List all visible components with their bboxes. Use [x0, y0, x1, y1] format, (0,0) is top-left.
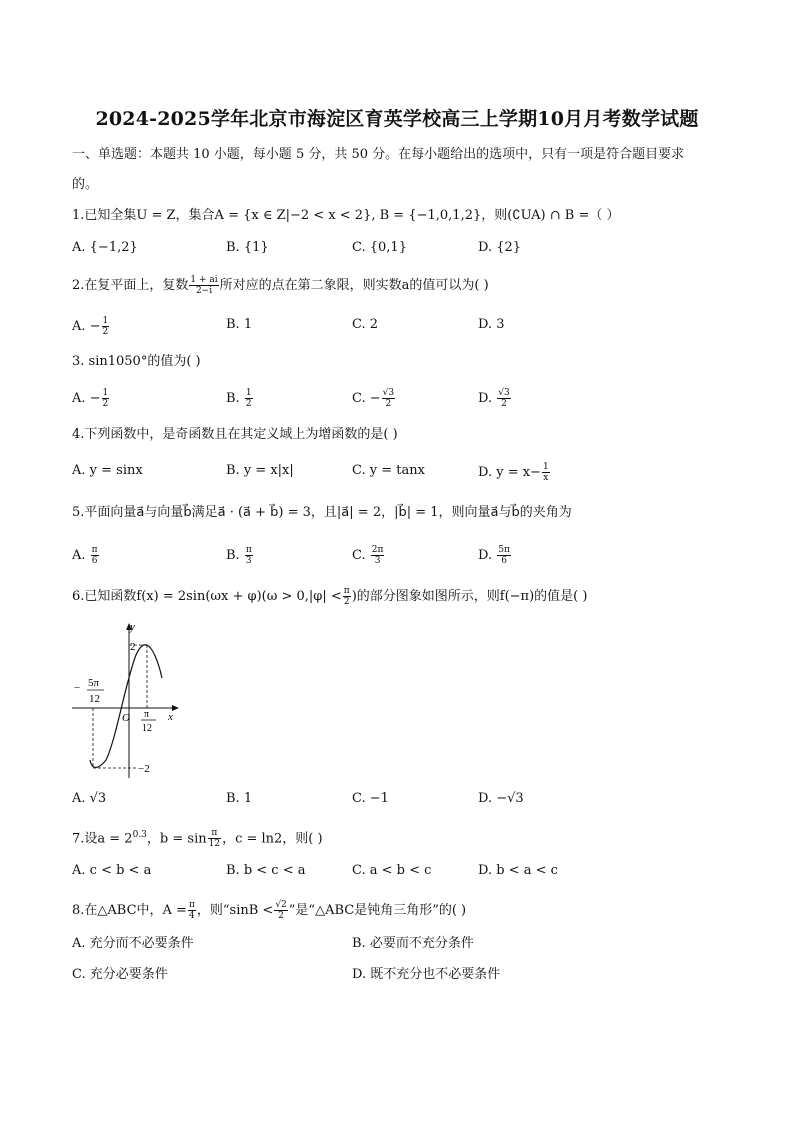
question-6-graph — [72, 620, 182, 780]
question-6-stem: 6.已知函数f(x) = 2sin(ωx + φ)(ω > 0,|φ| < $\frac{\pi}{2}$ )的部分图象如图所示，则f(−π)的值是( ) — [72, 586, 588, 607]
question-3-option-a: A. − $\frac{1}{2}$ — [72, 388, 109, 409]
question-8-option-b: B. 必要而不充分条件 — [352, 936, 474, 951]
question-5-stem: 5.平面向量a⃗与向量b⃗满足a⃗ · (a⃗ + b⃗) = 3，且|a⃗| = 2，|b⃗| = 1，则向量a⃗与b⃗的夹角为 — [72, 505, 572, 520]
question-3-option-c: C. − $\frac{√3}{2}$ — [352, 388, 395, 409]
section-header: 一、单选题：本题共 10 小题，每小题 5 分，共 50 分。在每小题给出的选项中，只有一项是符合题目要求 — [72, 147, 685, 162]
graph-x-label: x — [168, 711, 173, 723]
question-5-option-a: A. $\frac{\pi}{6}$ — [72, 545, 98, 566]
question-8-stem: 8.在△ABC中，A = $\frac{\pi}{4}$ ，则“sinB < $\frac{√2}{2}$ ”是“△ABC是钝角三角形”的( ) — [72, 900, 467, 921]
question-8-option-a: A. 充分而不必要条件 — [72, 936, 194, 951]
question-3-stem: 3. sin1050°的值为( ) — [72, 354, 201, 369]
question-4-option-c: C. y = tanx — [352, 463, 425, 478]
graph-left-den: 12 — [89, 693, 100, 705]
question-1-option-c: C. {0,1} — [352, 240, 407, 255]
question-2-option-d: D. 3 — [478, 317, 505, 332]
question-4-stem: 4.下列函数中，是奇函数且在其定义域上为增函数的是( ) — [72, 427, 398, 442]
question-1-stem: 1.已知全集U = Z，集合A = {x ∈ Z|−2 < x < 2}, B = {−1,0,1,2}，则(∁UA) ∩ B =（ ） — [72, 208, 620, 223]
question-7-stem: 7.设$a = 2^{0.3}$，b = sin $\frac{\pi}{12}$ ，c = ln2，则( ) — [72, 828, 323, 850]
graph-right-den: 12 — [142, 723, 152, 734]
question-2-stem: 2.在复平面上，复数 $\frac{1 + ai}{2-i}$ 所对应的点在第二象限，则实数a的值可以为( ) — [72, 275, 489, 296]
graph-left-num: 5π — [88, 677, 100, 689]
question-3-option-d: D. $\frac{√3}{2}$ — [478, 388, 510, 409]
question-1-option-a: A. {−1,2} — [72, 240, 138, 255]
question-7-option-b: B. b < c < a — [226, 863, 306, 878]
graph-origin-label: O — [122, 712, 130, 724]
question-2-fraction: $\frac{1 + ai}{2-i}$ — [190, 275, 218, 296]
question-1-option-d: D. {2} — [478, 240, 522, 255]
question-7-option-a: A. c < b < a — [72, 863, 152, 878]
question-6-option-b: B. 1 — [226, 791, 253, 806]
question-6-option-c: C. −1 — [352, 791, 389, 806]
question-4-option-a: A. y = sinx — [72, 463, 143, 478]
graph-left-sign: − — [74, 682, 81, 694]
question-2-option-c: C. 2 — [352, 317, 379, 332]
question-5-option-b: B. $\frac{\pi}{3}$ — [226, 545, 252, 566]
question-6-option-d: D. −√3 — [478, 791, 524, 806]
page-title: 2024-2025学年北京市海淀区育英学校高三上学期10月月考数学试题 — [95, 108, 699, 130]
question-4-option-b: B. y = x|x| — [226, 463, 294, 478]
question-8-option-c: C. 充分必要条件 — [72, 967, 168, 982]
question-5-option-d: D. $\frac{5\pi}{6}$ — [478, 545, 510, 566]
graph-max-label: 2 — [130, 641, 136, 653]
question-6-option-a: A. √3 — [72, 791, 107, 806]
question-8-option-d: D. 既不充分也不必要条件 — [352, 967, 501, 982]
question-4-option-d: D. y = x− $\frac{1}{x}$ — [478, 462, 549, 483]
graph-y-label: y — [130, 621, 135, 633]
question-7-option-d: D. b < a < c — [478, 863, 558, 878]
question-2-option-b: B. 1 — [226, 317, 253, 332]
question-5-option-c: C. $\frac{2\pi}{3}$ — [352, 545, 384, 566]
section-header-cont: 的。 — [72, 177, 99, 192]
question-7-option-c: C. a < b < c — [352, 863, 432, 878]
graph-min-label: −2 — [138, 763, 150, 775]
question-2-option-a: A. − $\frac{1}{2}$ — [72, 316, 109, 337]
question-1-option-b: B. {1} — [226, 240, 269, 255]
graph-right-num: π — [144, 709, 150, 720]
question-3-option-b: B. $\frac{1}{2}$ — [226, 388, 252, 409]
